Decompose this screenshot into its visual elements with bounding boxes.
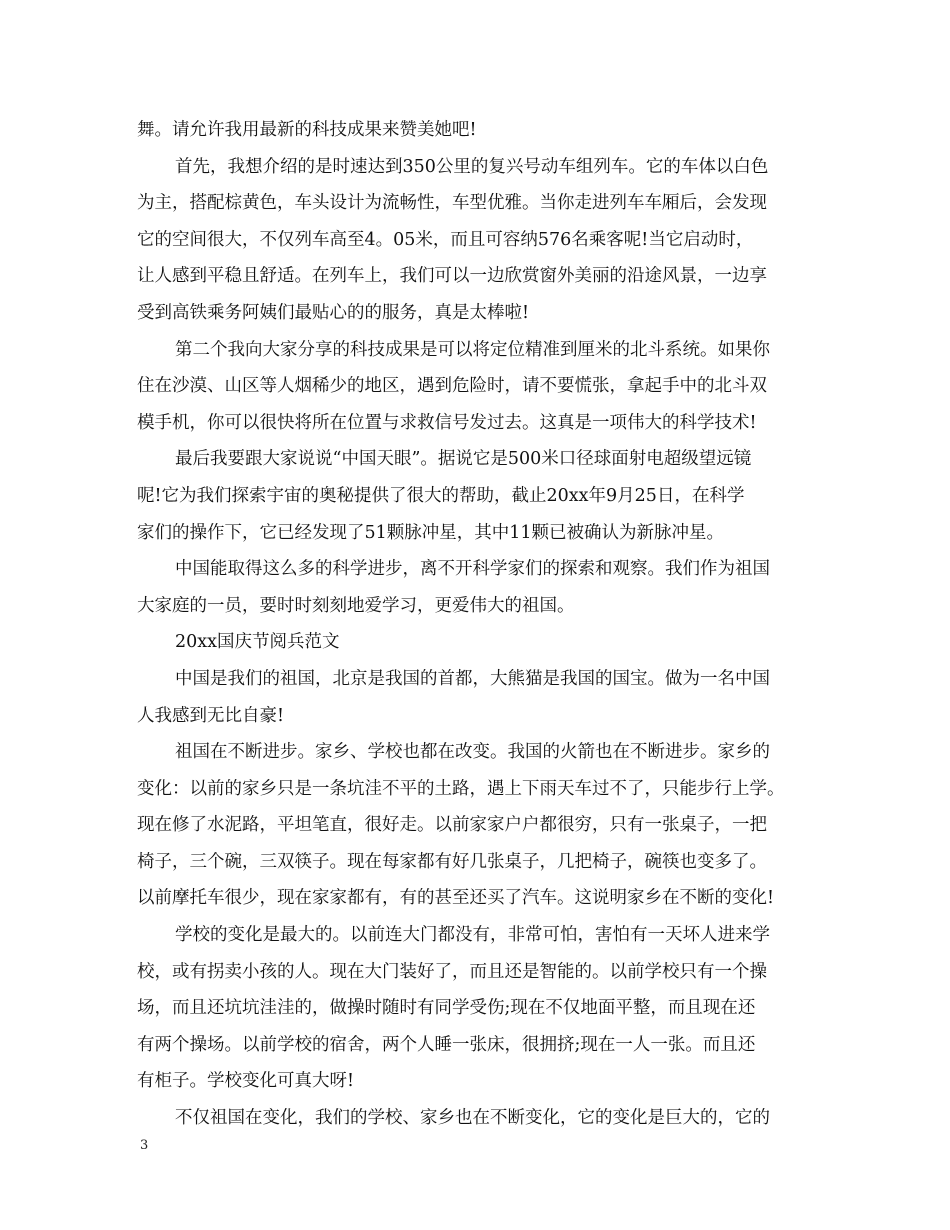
text-line: 场，而且还坑坑洼洼的，做操时随时有同学受伤;现在不仅地面平整，而且现在还 — [137, 998, 756, 1019]
section-heading: 20xx国庆节阅兵范文 — [175, 632, 340, 653]
text-line: 椅子，三个碗，三双筷子。现在每家都有好几张桌子，几把椅子，碗筷也变多了。 — [137, 851, 767, 872]
text-line: 变化：以前的家乡只是一条坑洼不平的土路，遇上下雨天车过不了，只能步行上学。 — [137, 778, 785, 799]
text-line: 第二个我向大家分享的科技成果是可以将定位精准到厘米的北斗系统。如果你 — [175, 339, 770, 360]
text-line: 最后我要跟大家说说“中国天眼”。据说它是500米口径球面射电超级望远镜 — [175, 449, 752, 470]
text-line: 有柜子。学校变化可真大呀! — [137, 1071, 355, 1092]
text-line: 大家庭的一员，要时时刻刻地爱学习，更爱伟大的祖国。 — [137, 595, 575, 616]
page-number: 3 — [140, 1138, 149, 1153]
text-line: 学校的变化是最大的。以前连大门都没有，非常可怕，害怕有一天坏人进来学 — [175, 925, 770, 946]
text-line: 有两个操场。以前学校的宿舍，两个人睡一张床，很拥挤;现在一人一张。而且还 — [137, 1034, 756, 1055]
text-line: 校，或有拐卖小孩的人。现在大门装好了，而且还是智能的。以前学校只有一个操 — [137, 961, 767, 982]
text-line: 让人感到平稳且舒适。在列车上，我们可以一边欣赏窗外美丽的沿途风景，一边享 — [137, 266, 767, 287]
text-line: 以前摩托车很少，现在家家都有，有的甚至还买了汽车。这说明家乡在不断的变化! — [137, 888, 775, 909]
text-line: 为主，搭配棕黄色，车头设计为流畅性，车型优雅。当你走进列车车厢后，会发现 — [137, 193, 767, 214]
text-line: 祖国在不断进步。家乡、学校也都在改变。我国的火箭也在不断进步。家乡的 — [175, 742, 770, 763]
body-text — [137, 112, 817, 1137]
text-line: 不仅祖国在变化，我们的学校、家乡也在不断变化，它的变化是巨大的，它的 — [175, 1108, 770, 1129]
text-line: 中国是我们的祖国，北京是我国的首都，大熊猫是我国的国宝。做为一名中国 — [175, 668, 770, 689]
text-line: 受到高铁乘务阿姨们最贴心的的服务，真是太棒啦! — [137, 302, 530, 323]
text-line: 舞。请允许我用最新的科技成果来赞美她吧! — [137, 120, 477, 140]
text-line: 住在沙漠、山区等人烟稀少的地区，遇到危险时，请不要慌张，拿起手中的北斗双 — [137, 376, 767, 397]
text-line: 人我感到无比自豪! — [137, 705, 285, 726]
text-line: 现在修了水泥路，平坦笔直，很好走。以前家家户户都很穷，只有一张桌子，一把 — [137, 815, 767, 836]
text-line: 中国能取得这么多的科学进步，离不开科学家们的探索和观察。我们作为祖国 — [175, 559, 770, 580]
text-line: 它的空间很大，不仅列车高至4。05米，而且可容纳576名乘客呢!当它启动时， — [137, 229, 754, 250]
text-line: 呢!它为我们探索宇宙的奥秘提供了很大的帮助，截止20xx年9月25日，在科学 — [137, 485, 745, 506]
text-line: 首先，我想介绍的是时速达到350公里的复兴号动车组列车。它的车体以白色 — [175, 156, 769, 177]
text-line: 家们的操作下，它已经发现了51颗脉冲星，其中11颗已被确认为新脉冲星。 — [137, 522, 725, 543]
text-line: 模手机，你可以很快将所在位置与求救信号发过去。这真是一项伟大的科学技术! — [137, 412, 757, 433]
